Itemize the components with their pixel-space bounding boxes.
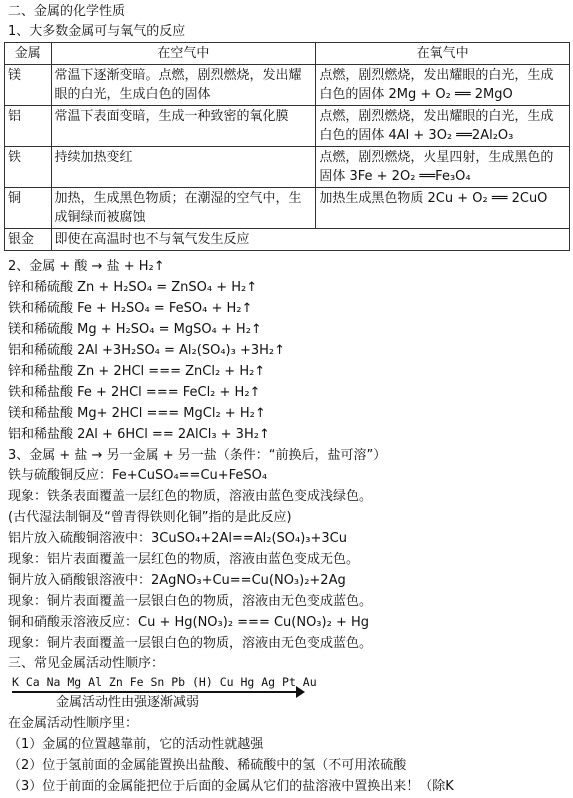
activity-arrow-line [12, 691, 298, 693]
salt-line: (古代湿法制铜及“曾青得铁则化铜”指的是此反应) [8, 510, 292, 525]
rule-line: （3）位于前面的金属能把位于后面的金属从它们的盐溶液中置换出来！（除K [8, 779, 454, 794]
table-header: 在氧气中 [316, 43, 570, 65]
air-cell: 持续加热变红 [51, 147, 316, 188]
salt-line: 铜片放入硝酸银溶液中：2AgNO₃+Cu==Cu(NO₃)₂+2Ag [8, 573, 346, 588]
salt-line: 铜和硝酸汞溶液反应：Cu + Hg(NO₃)₂ === Cu(NO₃)₂ + Hg [8, 615, 369, 630]
reaction-line: 锌和稀盐酸 Zn + 2HCl === ZnCl₂ + H₂↑ [8, 364, 266, 379]
table-row [5, 106, 570, 147]
table-row [5, 229, 570, 251]
table-row [5, 188, 570, 229]
table-header: 金属 [5, 43, 52, 65]
metal-cell: 铁 [5, 147, 52, 188]
reaction-line: 镁和稀盐酸 Mg+ 2HCl === MgCl₂ + H₂↑ [8, 406, 266, 421]
reaction-line: 铝和稀盐酸 2Al + 6HCl == 2AlCl₃ + 3H₂↑ [8, 427, 270, 442]
metal-cell: 铜 [5, 188, 52, 229]
air-cell: 加热，生成黑色物质；在潮湿的空气中，生成铜绿而被腐蚀 [51, 188, 316, 229]
salt-line: 铁与硫酸铜反应：Fe+CuSO₄==Cu+FeSO₄ [8, 468, 268, 483]
metal-cell: 铝 [5, 106, 52, 147]
section-heading: 二、金属的化学性质 [8, 4, 126, 19]
table-header: 在空气中 [51, 43, 316, 65]
rule-line: （1）金属的位置越靠前，它的活动性就越强 [8, 737, 264, 752]
section-heading: 三、常见金属活动性顺序： [8, 656, 165, 671]
arrow-right-icon [296, 686, 305, 698]
metal-cell: 镁 [5, 65, 52, 106]
air-cell: 常温下表面变暗，生成一种致密的氧化膜 [51, 106, 316, 147]
activity-caption: 金属活动性由强逐渐减弱 [56, 695, 200, 710]
table-row [5, 147, 570, 188]
salt-line: 铝片放入硫酸铜溶液中：3CuSO₄+2Al==Al₂(SO₄)₃+3Cu [8, 531, 347, 546]
subsection-title: 3、金属 + 盐 → 另一金属 + 另一盐（条件：“前换后，盐可溶”） [8, 448, 387, 463]
reaction-line: 锌和稀硫酸 Zn + H₂SO₄ = ZnSO₄ + H₂↑ [8, 280, 258, 295]
table-header-row [5, 43, 570, 65]
reaction-line: 铝和稀硫酸 2Al +3H₂SO₄ = Al₂(SO₄)₃ +3H₂↑ [8, 343, 285, 358]
air-cell: 即使在高温时也不与氧气发生反应 [51, 229, 569, 251]
oxygen-cell: 点燃，剧烈燃烧，发出耀眼的白光，生成白色的固体 2Mg + O₂ ══ 2MgO [316, 65, 570, 106]
subsection-title: 2、金属 + 酸 → 盐 + H₂↑ [8, 259, 165, 274]
subsection-title: 1、大多数金属可与氧气的反应 [8, 24, 186, 39]
oxygen-cell: 点燃，剧烈燃烧，火星四射，生成黑色的固体 3Fe + 2O₂ ══Fe₃O₄ [316, 147, 570, 188]
salt-line: 现象：铁条表面覆盖一层红色的物质，溶液由蓝色变成浅绿色。 [8, 489, 373, 504]
metal-cell: 银金 [5, 229, 52, 251]
salt-line: 现象：铝片表面覆盖一层红色的物质，溶液由蓝色变成无色。 [8, 552, 360, 567]
rules-intro: 在金属活动性顺序里： [8, 716, 139, 731]
reaction-line: 镁和稀硫酸 Mg + H₂SO₄ = MgSO₄ + H₂↑ [8, 322, 262, 337]
table-row [5, 65, 570, 106]
rule-line: （2）位于氢前面的金属能置换出盐酸、稀硫酸中的氢（不可用浓硫酸 [8, 758, 407, 773]
metal-oxygen-table [4, 42, 570, 251]
salt-line: 现象：铜片表面覆盖一层银白色的物质，溶液由无色变成蓝色。 [8, 594, 373, 609]
activity-series: K Ca Na Mg Al Zn Fe Sn Pb (H) Cu Hg Ag Pt Au [12, 675, 317, 689]
oxygen-cell: 点燃，剧烈燃烧，发出耀眼的白光，生成白色的固体 4Al + 3O₂ ══2Al₂O₃ [316, 106, 570, 147]
reaction-line: 铁和稀硫酸 Fe + H₂SO₄ = FeSO₄ + H₂↑ [8, 301, 253, 316]
air-cell: 常温下逐渐变暗。点燃，剧烈燃烧，发出耀眼的白光，生成白色的固体 [51, 65, 316, 106]
salt-line: 现象：铜片表面覆盖一层银白色的物质，溶液由无色变成蓝色。 [8, 636, 373, 651]
reaction-line: 铁和稀盐酸 Fe + 2HCl === FeCl₂ + H₂↑ [8, 385, 261, 400]
oxygen-cell: 加热生成黑色物质 2Cu + O₂ ══ 2CuO [316, 188, 570, 229]
